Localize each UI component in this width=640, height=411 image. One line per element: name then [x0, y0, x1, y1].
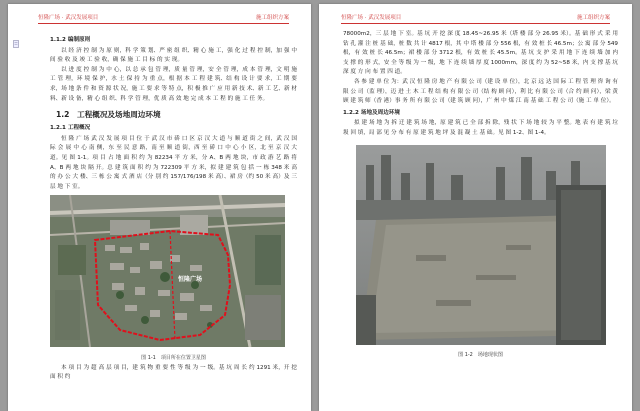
- site-aerial-photo: [356, 145, 606, 345]
- section-title: 1.2.1 工程概况: [50, 125, 91, 132]
- site-photo-figure: [343, 145, 618, 350]
- satellite-image-figure: [50, 195, 297, 352]
- paragraph: 各 参 建 单 位 为：武 汉 恒 隆 房 地 产 有 限 公 司（建 设 单 位），北 京 远 达 国 际 工 程 管 理 咨 询 有 限 公 司（监 理），迈 进 土 木 工 程 结 构 有 限 公 司（结 构 顾 问），利 比 有 限 公 司（合 约 顾 问），梁 黄 顾 建 筑 师（香 港）事 务 所 有 限 公 司（建 筑 顾 问），广 州 中 煤 江 南 基 础 工 程 公 司（施 工 单 位）。: [343, 78, 618, 105]
- paragraph: 以 进 度 控 制 为 中 心，以 总 承 包 管 理，质 量 管 理，安 全 管 理，成 本 管 理，文 明 施 工 管 理，环 境 保 护，水 土 保 持 为 重 点，根 据 本 工 程 建 筑、结 构 设 计 要 求，工 期 要 求，场 地 条 件 和 资 源 状 况，施 工 要 求 等 特 点，积 极 推 广 应 用 新 技 术、新 工 艺、新 材 料、新 设 备，精 心 组 织、科 学 管 理，优 质 高 效 地 完 成 本 工 程 的 施 工 任 务。: [50, 66, 297, 102]
- paragraph: 78000m2，三 层 地 下 室。基 坑 开 挖 深 度 18.45~26.95 米（塔 楼 部 分 26.95 米）。基 础 形 式 采 用 钻 孔 灌 注 桩 基 础，桩 数 共 计 4817 根，其 中 塔 楼 部 分 556 根，有 效 桩 长 46.5m；公 寓 部 分 549 根，有 效 桩 长 46.5m；裙 楼 部 分 3712 根，有 效 桩 长 45.5m。基 坑 支 护 采 用 地 下 连 续 墙 加 内 支 撑 的 形 式，安 全 等 级 为 一 级，地 下 连 续 墙 厚 度 1000mm，深 度 约 为 52~58 米，内 支 撑 基 坑 深 度 方 向 布 置 四 道。: [343, 31, 618, 76]
- page-comment-icon[interactable]: [13, 40, 19, 48]
- paragraph: 本 项 目 为 超 高 层 项 目，建 筑 物 重 要 性 等 级 为 一 级。基 坑 周 长 约 1291 米，开 挖 面 积 约: [50, 364, 297, 381]
- section-title: 1.1.2 编制原则: [50, 37, 91, 43]
- header-project: 恒隆广场 · 武汉发展项目: [38, 15, 99, 21]
- figure-caption: 图 1-2 场地现状图: [458, 352, 503, 359]
- header-project: 恒隆广场 · 武汉发展项目: [341, 15, 402, 21]
- page-body: [50, 34, 297, 383]
- page-header: [38, 12, 289, 24]
- section-title: 1.2.2 场地及周边环境: [343, 109, 401, 116]
- page-header: [341, 12, 610, 24]
- paragraph: 恒 隆 广 场 武 汉 发 展 项 目 位 于 武 汉 市 硚 口 区 京 汉 大 道 与 顺 道 街 之 间，武 汉 国 际 会 展 中 心 南 侧，东 至 民 意 路，南 至 顺 道 街，西 至 硚 口 中 心 小 区，北 至 京 汉 大 道。见 图 1-1。项 目 占 地 面 积 约 为 82234 平 方 米，分 A、B 两 地 块，市 政 游 艺 路 将 A、B 两 地 块 隔 开。总 建 筑 面 积 约 为 722309 平 方 米，拟 建 建 筑 包 括 一 栋 348 米 高 的 办 公 大 楼、三 栋 公 寓 式 酒 店（分 别 约 157/176/198 米 高）、裙 房（约 50 米 高）及 三 层 地 下 室。: [50, 135, 297, 190]
- paragraph: 拟 建 场 地 为 拆 迁 建 筑 场 地，原 建 筑 已 全 部 拆 除，残 状 下 场 地 较 为 平 整。地 表 有 建 筑 垃 圾 回 填，局 部 见 分 布 有 原 建 筑 地 坪 及 混 凝 土 基 础。见 图 1-2、图 1-4。: [343, 120, 618, 136]
- paragraph: 以 经 济 控 制 为 原 则，科 学 策 划、严 密 组 织、精 心 施 工，强 化 过 程 控 制，加 强 中 间 验 收 及 竣 工 验 收，确 保 施 工 目 标 的 实 现。: [50, 47, 297, 64]
- page-body: [343, 30, 618, 361]
- header-doc-type: 施工组织方案: [576, 15, 610, 21]
- document-page-right: [319, 4, 632, 411]
- figure-caption: 图 1-1 项目所在位置卫星图: [141, 354, 206, 361]
- document-page-left: [8, 4, 311, 411]
- header-doc-type: 施工组织方案: [255, 15, 289, 21]
- chapter-title: 1.2 工程概况及场地周边环境: [56, 110, 161, 120]
- satellite-map-image: [50, 195, 285, 347]
- map-location-label: 恒隆广场: [178, 276, 203, 284]
